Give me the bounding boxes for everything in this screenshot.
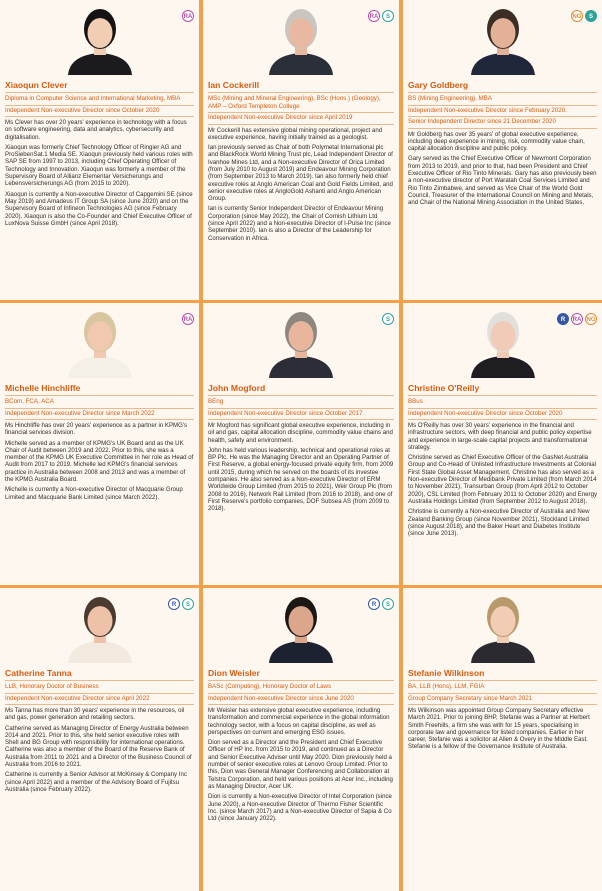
biography-paragraph: Xiaoqun is currently a Non-executive Director of Capgemini SE (since May 2019) and Amadeus IT Group SA (since June 2020) and on the Supervisory Board of Infineon Technologies AG (since February 2020). Xiaoqun is also the Co-Founder and Chief Executive Officer of LuxNova Suisse GmbH (since April 2018). [5, 190, 193, 227]
director-details [408, 94, 597, 209]
committee-badge-ra: RA [182, 313, 194, 325]
committee-badge-ng: NG [571, 10, 583, 22]
director-role: Independent Non-executive Director since June 2020 [208, 694, 394, 706]
director-card-oreilly [403, 303, 602, 585]
director-card-tanna [0, 588, 199, 891]
director-biography [408, 422, 597, 537]
director-card-cockerill [203, 0, 399, 300]
biography-paragraph: Mr Goldberg has over 35 years' of global executive experience, including deep experience in mining, risk, commodity value chain, capital allocation discipline and public policy. [408, 130, 585, 153]
biography-paragraph: Christine is currently a Non-executive Director of Australia and New Zealand Banking Group (since November 2021), Stockland Limited (since August 2018), and the Baker Heart and Diabetes Institute (since June 2013). [408, 508, 590, 538]
director-name: Stefanie Wilkinson [408, 668, 597, 681]
director-details [408, 397, 597, 540]
director-qualifications: BEng [208, 397, 394, 409]
biography-paragraph: Michelle is currently a Non-executive Director of Macquarie Group Limited and Macquarie Bank Limited (since March 2022). [5, 486, 183, 501]
committee-badge-s: S [382, 10, 394, 22]
director-qualifications: Diploma in Computer Science and International Marketing, MBA [5, 94, 194, 106]
biography-paragraph: Dion is currently a Non-executive Director of Intel Corporation (since June 2020), a Non-executive Director of Thermo Fisher Scientific Inc. (since March 2017) and a Non-executive Director of Sapia & Co Ltd (since January 2022). [208, 793, 392, 823]
director-biography [5, 119, 194, 227]
director-details [208, 397, 394, 516]
portrait-icon [463, 593, 543, 663]
director-name: Xiaoqun Clever [5, 80, 194, 93]
director-details [208, 682, 394, 825]
director-role: Independent Non-executive Director since October 2020 [408, 409, 597, 421]
portrait-icon [261, 5, 341, 75]
director-qualifications: BASc (Computing), Honorary Doctor of Laws [208, 682, 394, 694]
director-name: Christine O'Reilly [408, 383, 597, 396]
portrait-icon [463, 308, 543, 378]
director-qualifications: BBus [408, 397, 597, 409]
portrait-photo [0, 308, 199, 378]
biography-paragraph: Catherine served as Managing Director of Energy Australia between 2014 and 2021. Prior to this, she held senior executive roles with Shell and BG Group with responsibility for international operations. Catherine was also a member of the Board of the Reserve Bank of Australia from 2011 to 2021 and a Director of the Business Council of Australia from 2016 to 2021. [5, 724, 192, 769]
director-role: Independent Non-executive Director since April 2019 [208, 113, 394, 125]
portrait-icon [60, 5, 140, 75]
director-card-goldberg [403, 0, 602, 300]
director-role: Independent Non-executive Director since October 2020 [5, 106, 194, 118]
director-biography [408, 707, 597, 751]
biography-paragraph: Mr Weisler has extensive global executive experience, including transformation and commercial experience in the global information technology sector, with a focus on capital discipline, as well as perspectives on current and emerging ESG issues. [208, 707, 390, 736]
director-name: Dion Weisler [208, 668, 394, 681]
director-details [408, 682, 597, 754]
committee-badges [368, 10, 394, 22]
director-name: Ian Cockerill [208, 80, 394, 93]
director-qualifications: LLB, Honorary Doctor of Business [5, 682, 194, 694]
biography-paragraph: John has held various leadership, technical and operational roles at BP Plc. He was the Managing Director and an Operating Partner of First Reserve, a global energy-focused private equity firm, from 2009 until 2015, during which he served on the boards of its investee companies. He also served as a Non-executive Director of ERM Worldwide Group Limited (from 2015 to 2021), Weir Group Plc (from 2008 to 2016), Network Rail Limited (from 2016 to 2018), and one of First Reserve's portfolio companies, DOF Subsea AS (from 2009 to 2018). [208, 446, 394, 513]
committee-badge-s: S [382, 313, 394, 325]
committee-badges [368, 598, 394, 610]
committee-badge-ra: RA [182, 10, 194, 22]
portrait-icon [463, 5, 543, 75]
biography-paragraph: Michelle served as a member of KPMG's UK Board and as the UK Chair of Audit between 2019 and 2022. Prior to this, she was a member of the KPMG UK Executive Committee in her role as Head of Audit from 2017 to 2019. Michelle led KPMG's financial services practice in Australia between 2008 and 2013 and was a member of the KPMG Australia Board. [5, 439, 194, 484]
director-qualifications: BS (Mining Engineering), MBA [408, 94, 597, 106]
biography-paragraph: Gary served as the Chief Executive Officer of Newmont Corporation from 2013 to 2019, and prior to that, had been President and Chief Executive Officer of Rio Tinto Minerals. Gary has also previously been a non-executive director of Port Waratah Coal Services Limited and Rio Tinto Zimbabwe, and served as Vice Chair of the World Gold Council, Treasurer of the International Council on Mining and Metals, and Chair of the National Mining Association in the United States. [408, 155, 597, 207]
committee-badge-r: R [368, 598, 380, 610]
committee-badges [557, 313, 597, 325]
director-qualifications: MSc (Mining and Mineral Engineering), BSc (Hons.) (Geology), AMP – Oxford Templeton College [208, 94, 394, 113]
director-card-clever [0, 0, 199, 300]
biography-paragraph: Xiaoqun was formerly Chief Technology Officer of Ringier AG and ProSiebenSat.1 Media SE. Xiaoqun previously held various roles with SAP SE from 1997 to 2013, including Chief Operating Officer of Technology and Innovation. Xiaoqun was formerly a member of the Supervisory Board of Allianz Elementar Versicherungs and Lebensversicherungs AG (from 2015 to 2020). [5, 143, 193, 188]
biography-paragraph: Mr Cockerill has extensive global mining operational, project and executive experience, having initially trained as a geologist. [208, 126, 383, 141]
portrait-icon [60, 593, 140, 663]
committee-badges [571, 10, 597, 22]
portrait-photo [203, 308, 399, 378]
director-name: Catherine Tanna [5, 668, 194, 681]
director-biography [208, 422, 394, 513]
committee-badges [382, 313, 394, 325]
biography-paragraph: Christine served as Chief Executive Officer of the GasNet Australia Group and Co-Head of Unlisted Infrastructure Investments at Colonial First State Global Asset Management. Christine has also served as a Non-executive Director of Medibank Private Limited (from March 2014 to November 2021), Transurban Group (from April 2012 to October 2020), CSL Limited (from February 2011 to October 2020) and Energy Australia Holdings Limited (from September 2012 to August 2018). [408, 454, 598, 505]
director-details [5, 397, 194, 504]
committee-badges [182, 313, 194, 325]
director-role: Independent Non-executive Director since April 2022 [5, 694, 194, 706]
biography-paragraph: Ms Wilkinson was appointed Group Company Secretary effective March 2021. Prior to joining BHP, Stefanie was a Partner at Herbert Smith Freehills, a firm she was with for 15 years, specialising in corporate law and governance for listed companies. Earlier in her career, Stefanie was a solicitor at Allen & Overy in the Middle East. Stefanie is a fellow of the Governance Institute of Australia. [408, 707, 590, 751]
portrait-photo [0, 5, 199, 75]
director-card-hinchliffe [0, 303, 199, 585]
biography-paragraph: Ms Clever has over 20 years' experience in technology with a focus on software engineering, data and analytics, cybersecurity and digitalisation. [5, 119, 187, 141]
committee-badges [168, 598, 194, 610]
director-role: Independent Non-executive Director since February 2020. [408, 106, 597, 118]
committee-badge-ra: RA [571, 313, 583, 325]
director-biography [208, 707, 394, 822]
director-qualifications: BCom, FCA, ACA [5, 397, 194, 409]
director-card-mogford [203, 303, 399, 585]
director-biography [5, 422, 194, 501]
portrait-icon [60, 308, 140, 378]
committee-badge-ng: NG [585, 313, 597, 325]
committee-badge-ra: RA [368, 10, 380, 22]
director-role: Independent Non-executive Director since March 2022 [5, 409, 194, 421]
director-details [5, 682, 194, 796]
biography-paragraph: Dion served as a Director and the President and Chief Executive Officer of HP Inc. from 2015 to 2019, and continued as a Director and Senior Executive Adviser until May 2020. Dion previously held a number of senior executive roles at Lenovo Group Limited. Prior to this, Dion was General Manager Conferencing and Collaboration at Telstra Corporation, and held various positions at Acer Inc., including as Managing Director, Acer UK. [208, 739, 393, 790]
director-role: Independent Non-executive Director since October 2017 [208, 409, 394, 421]
director-name: Gary Goldberg [408, 80, 597, 93]
portrait-photo [403, 593, 602, 663]
biography-paragraph: Ian is currently Senior Independent Director of Endeavour Mining Corporation (since May 2022), the Chair of Cornish Lithium Ltd (since April 2022) and a Non-executive Director of I-Pulse Inc (since September 2010). Ian is also a Director of the Leadership for Conservation in Africa. [208, 205, 391, 242]
director-name: Michelle Hinchliffe [5, 383, 194, 396]
committee-badges [182, 10, 194, 22]
director-biography [5, 707, 194, 793]
biography-paragraph: Ms Tanna has more than 30 years' experience in the resources, oil and gas, power generation and retailing sectors. [5, 707, 185, 722]
committee-badge-s: S [585, 10, 597, 22]
biography-paragraph: Ms Hinchliffe has over 20 years' experience as a partner in KPMG's financial services division. [5, 422, 188, 437]
biography-paragraph: Mr Mogford has significant global executive experience, including in oil and gas, capital allocation discipline, commodity value chains and health, safety and environment. [208, 422, 393, 444]
director-role: Senior Independent Director since 21 December 2020 [408, 117, 597, 129]
biography-paragraph: Catherine is currently a Senior Advisor at McKinsey & Company Inc (since April 2022) and a member of the Advisory Board of Fujitsu Australia (since February 2022). [5, 771, 187, 793]
biography-paragraph: Ian previously served as Chair of both Polymetal International plc and BlackRock World Mining Trust plc, Lead Independent Director of Ivanhoe Mines Ltd, and a Non-executive Director of Orica Limited (from July 2010 to August 2019) and Endeavour Mining Corporation (from September 2013 to March 2019). Ian also formerly held chief executive roles at Anglo American Coal and Gold Fields Limited, and senior executive roles at AngloGold Ashanti and Anglo American Group. [208, 144, 393, 203]
director-details [5, 94, 194, 230]
director-biography [408, 131, 597, 207]
committee-badge-r: R [168, 598, 180, 610]
director-details [208, 94, 394, 245]
director-card-wilkinson [403, 588, 602, 891]
director-role: Group Company Secretary since March 2021 [408, 694, 597, 706]
committee-badge-s: S [382, 598, 394, 610]
committee-badge-r: R [557, 313, 569, 325]
biography-paragraph: Ms O'Reilly has over 30 years' experience in the financial and infrastructure sectors, with deep financial and public policy expertise and experience in large-scale capital projects and transformational strategy. [408, 422, 592, 451]
director-biography [208, 127, 394, 242]
director-card-weisler [203, 588, 399, 891]
portrait-icon [261, 593, 341, 663]
director-qualifications: BA, LLB (Hons), LLM, FGIA [408, 682, 597, 694]
committee-badge-s: S [182, 598, 194, 610]
director-name: John Mogford [208, 383, 394, 396]
portrait-icon [261, 308, 341, 378]
